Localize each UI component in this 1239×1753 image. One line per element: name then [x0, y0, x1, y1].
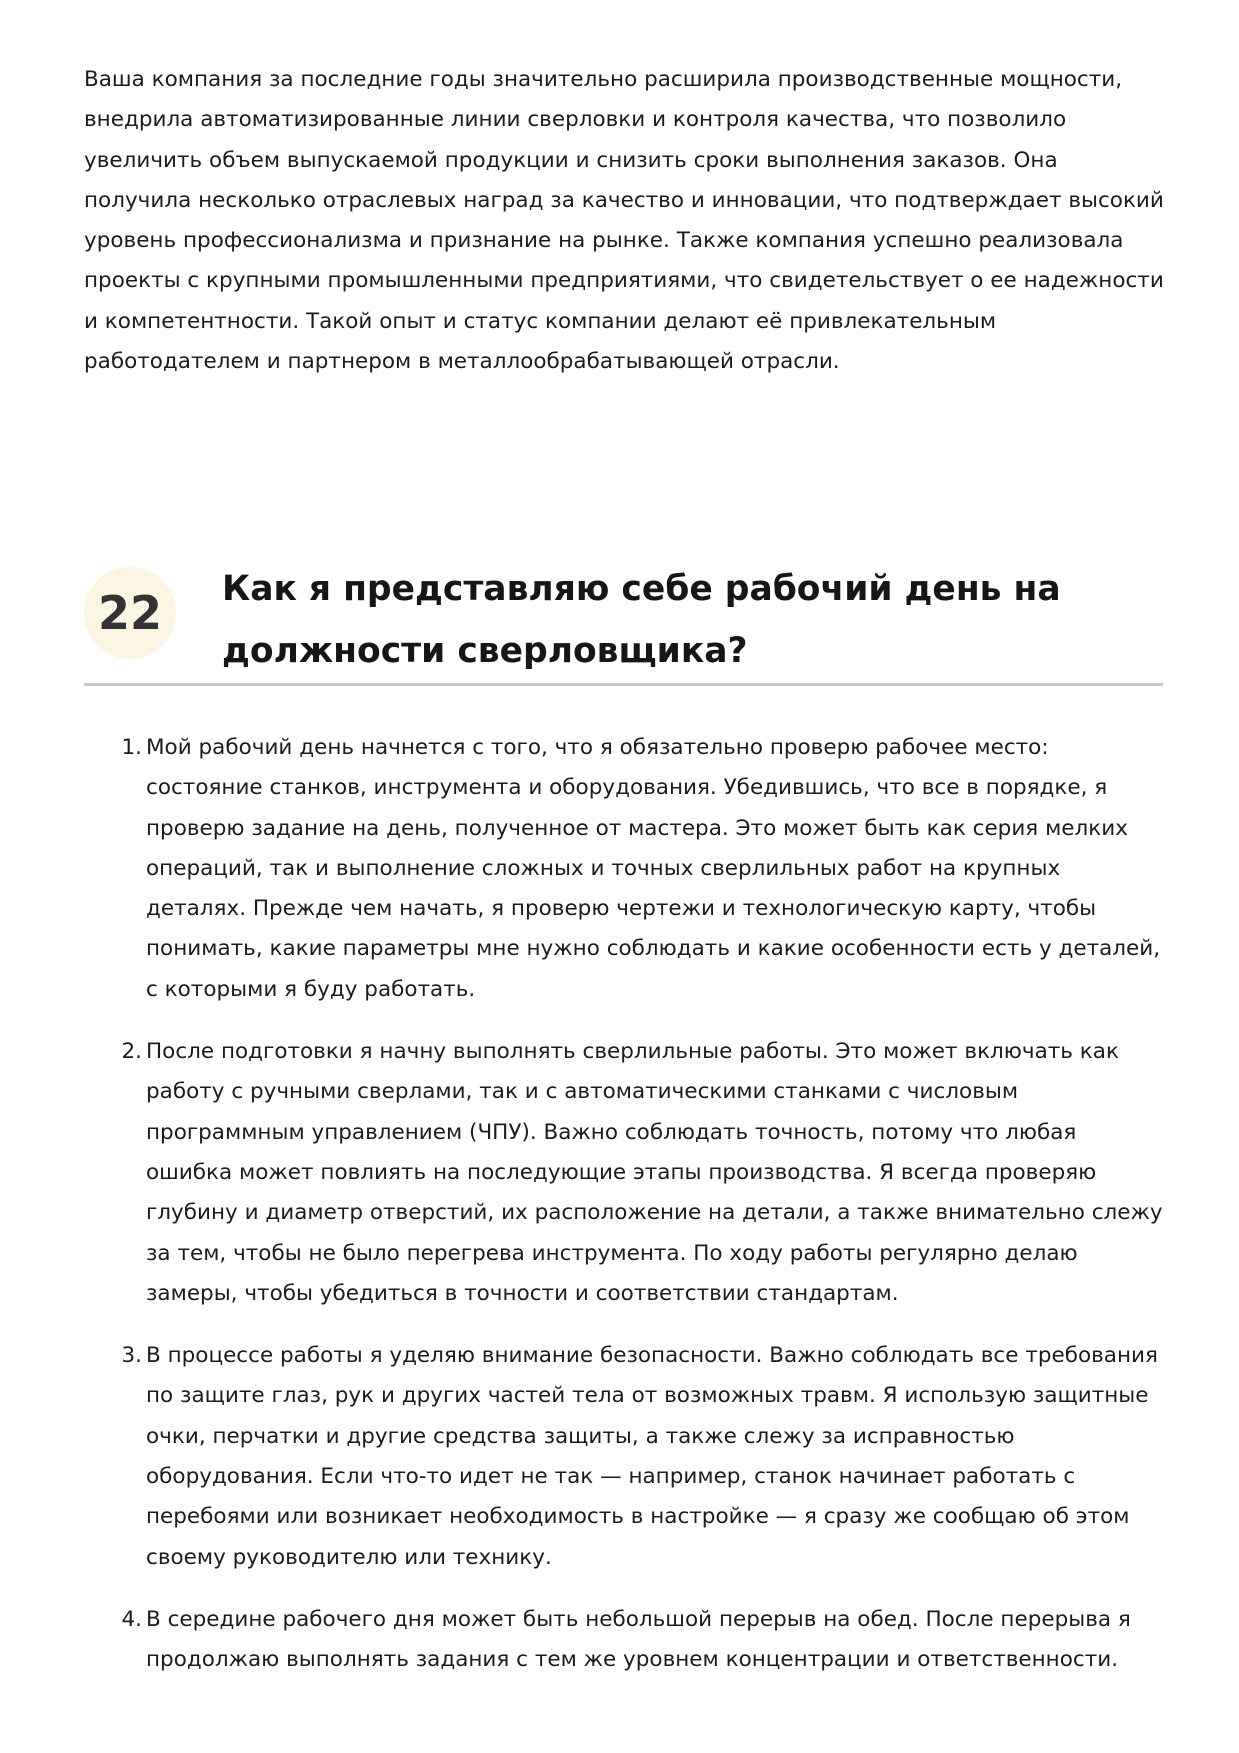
answer-item-text: В процессе работы я уделяю внимание безопасности. Важно соблюдать все требования по защите глаз, рук и других частей тела от возможных травм. Я использую защитные очки, перчатки и другие средства защиты, а также слежу за исправностью оборудования. Если что-то идет не так — например, станок начинает работать с перебоями или возникает необходимость в настройке — я сразу же сообщаю об этом своему руководителю или технику. — [146, 1343, 1158, 1570]
answer-list — [84, 728, 1164, 1703]
question-title: Как я представляю себе рабочий день на должности сверловщика? — [222, 569, 1061, 671]
intro-paragraph: Ваша компания за последние годы значительно расширила производственные мощности, внедрила автоматизированные линии сверловки и контроля качества, что позволило увеличить объем выпускаемой продукции и снизить сроки выполнения заказов. Она получила несколько отраслевых наград за качество и инновации, что подтверждает высокий уровень профессионализма и признание на рынке. Также компания успешно реализовала проекты с крупными промышленными предприятиями, что свидетельствует о ее надежности и компетентности. Такой опыт и статус компании делают её привлекательным работодателем и партнером в металлообрабатывающей отрасли. — [84, 67, 1164, 375]
answer-item-number: 3. — [121, 1343, 142, 1369]
question-header — [84, 553, 1163, 686]
answer-item-text: После подготовки я начну выполнять сверлильные работы. Это может включать как работу с ручными сверлами, так и с автоматическими станками с числовым программным управлением (ЧПУ). Важно соблюдать точность, потому что любая ошибка может повлиять на последующие этапы производства. Я всегда проверяю глубину и диаметр отверстий, их расположение на детали, а также внимательно слежу за тем, чтобы не было перегрева инструмента. По ходу работы регулярно делаю замеры, чтобы убедиться в точности и соответствии стандартам. — [146, 1039, 1163, 1306]
answer-item-text: Мой рабочий день начнется с того, что я обязательно проверю рабочее место: состояние станков, инструмента и оборудования. Убедившись, что все в порядке, я проверю задание на день, полученное от мастера. Это может быть как серия мелких операций, так и выполнение сложных и точных сверлильных работ на крупных деталях. Прежде чем начать, я проверю чертежи и технологическую карту, чтобы понимать, какие параметры мне нужно соблюдать и какие особенности есть у деталей, с которыми я буду работать. — [146, 735, 1161, 1002]
answer-item-number: 1. — [121, 735, 142, 760]
answer-item-3 — [84, 1336, 1164, 1578]
answer-item-2 — [84, 1032, 1164, 1314]
answer-item-text: В середине рабочего дня может быть небольшой перерыв на обед. После перерыва я продолжаю выполнять задания с тем же уровнем концентрации и ответственности. — [146, 1606, 1131, 1673]
answer-item-1 — [84, 728, 1164, 1010]
answer-item-4 — [84, 1600, 1164, 1681]
answer-item-number: 2. — [121, 1039, 142, 1065]
answer-item-number: 4. — [121, 1606, 142, 1632]
question-number-badge: 22 — [84, 567, 176, 659]
